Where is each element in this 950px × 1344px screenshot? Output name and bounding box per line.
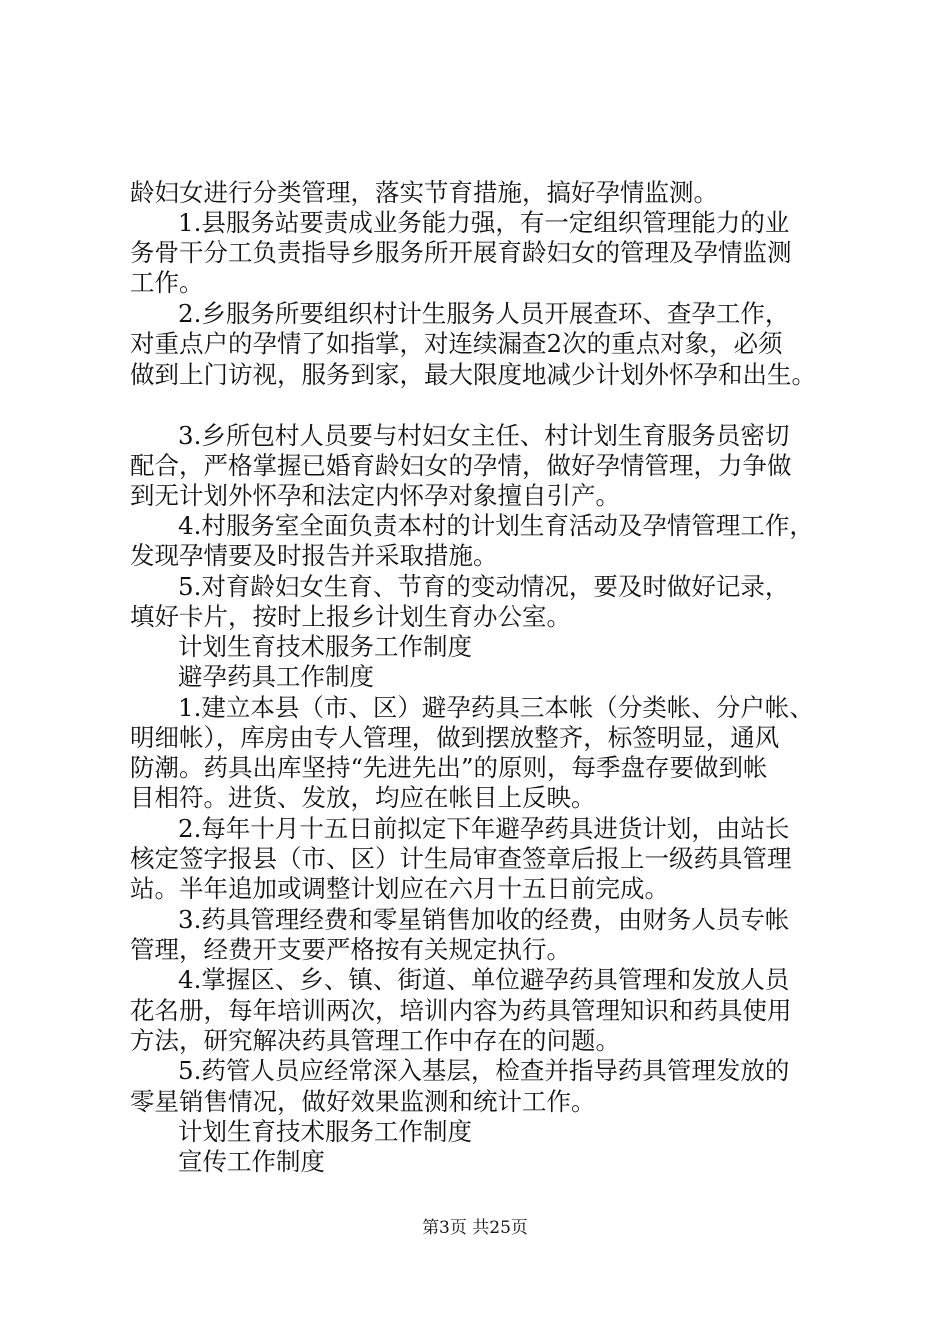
text-line: 2.每年十月十五日前拟定下年避孕药具进货计划，由站长 — [178, 814, 790, 843]
text-line: 管理，经费开支要严格按有关规定执行。 — [130, 935, 571, 964]
text-line: 1.县服务站要责成业务能力强，有一定组织管理能力的业 — [178, 208, 790, 237]
text-line: 对重点户的孕情了如指掌，对连续漏查2次的重点对象，必须 — [130, 329, 783, 358]
text-line: 到无计划外怀孕和法定内怀孕对象擅自引产。 — [130, 481, 620, 510]
text-line: 做到上门访视，服务到家，最大限度地减少计划外怀孕和出生。 — [130, 360, 816, 389]
text-line: 2.乡服务所要组织村计生服务人员开展查环、查孕工作， — [178, 299, 790, 328]
text-line: 明细帐），库房由专人管理，做到摆放整齐，标签明显，通风 — [130, 723, 780, 752]
section-heading: 计划生育技术服务工作制度 — [178, 632, 472, 661]
page-footer: 第3页 共25页 — [422, 1218, 528, 1238]
section-heading: 计划生育技术服务工作制度 — [178, 1117, 472, 1146]
text-line: 工作。 — [130, 268, 204, 297]
text-line: 龄妇女进行分类管理，落实节育措施，搞好孕情监测。 — [130, 178, 718, 207]
text-line: 站。半年追加或调整计划应在六月十五日前完成。 — [130, 874, 669, 903]
text-line: 填好卡片，按时上报乡计划生育办公室。 — [130, 602, 571, 631]
section-heading: 避孕药具工作制度 — [178, 662, 374, 691]
text-line: 务骨干分工负责指导乡服务所开展育龄妇女的管理及孕情监测 — [130, 238, 792, 267]
text-line: 核定签字报县（市、区）计生局审查签章后报上一级药具管理 — [130, 844, 792, 873]
text-line: 3.乡所包村人员要与村妇女主任、村计划生育服务员密切 — [178, 421, 790, 450]
text-line: 发现孕情要及时报告并采取措施。 — [130, 541, 498, 570]
text-line: 3.药具管理经费和零星销售加收的经费，由财务人员专帐 — [178, 905, 790, 934]
text-line: 4.掌握区、乡、镇、街道、单位避孕药具管理和发放人员 — [178, 965, 790, 994]
text-line: 5.对育龄妇女生育、节育的变动情况，要及时做好记录， — [178, 572, 790, 601]
section-heading: 宣传工作制度 — [178, 1147, 325, 1176]
text-line: 零星销售情况，做好效果监测和统计工作。 — [130, 1087, 596, 1116]
text-line: 配合，严格掌握已婚育龄妇女的孕情，做好孕情管理，力争做 — [130, 451, 792, 480]
text-line: 1.建立本县（市、区）避孕药具三本帐（分类帐、分户帐、 — [178, 693, 814, 722]
text-line: 目相符。进货、发放，均应在帐目上反映。 — [130, 783, 596, 812]
text-line: 5.药管人员应经常深入基层，检查并指导药具管理发放的 — [178, 1056, 790, 1085]
text-line: 花名册，每年培训两次，培训内容为药具管理知识和药具使用 — [130, 996, 792, 1025]
text-line: 方法，研究解决药具管理工作中存在的问题。 — [130, 1026, 620, 1055]
text-line: 防潮。药具出库坚持“先进先出”的原则，每季盘存要做到帐 — [130, 753, 768, 782]
text-line: 4.村服务室全面负责本村的计划生育活动及孕情管理工作， — [178, 511, 814, 540]
